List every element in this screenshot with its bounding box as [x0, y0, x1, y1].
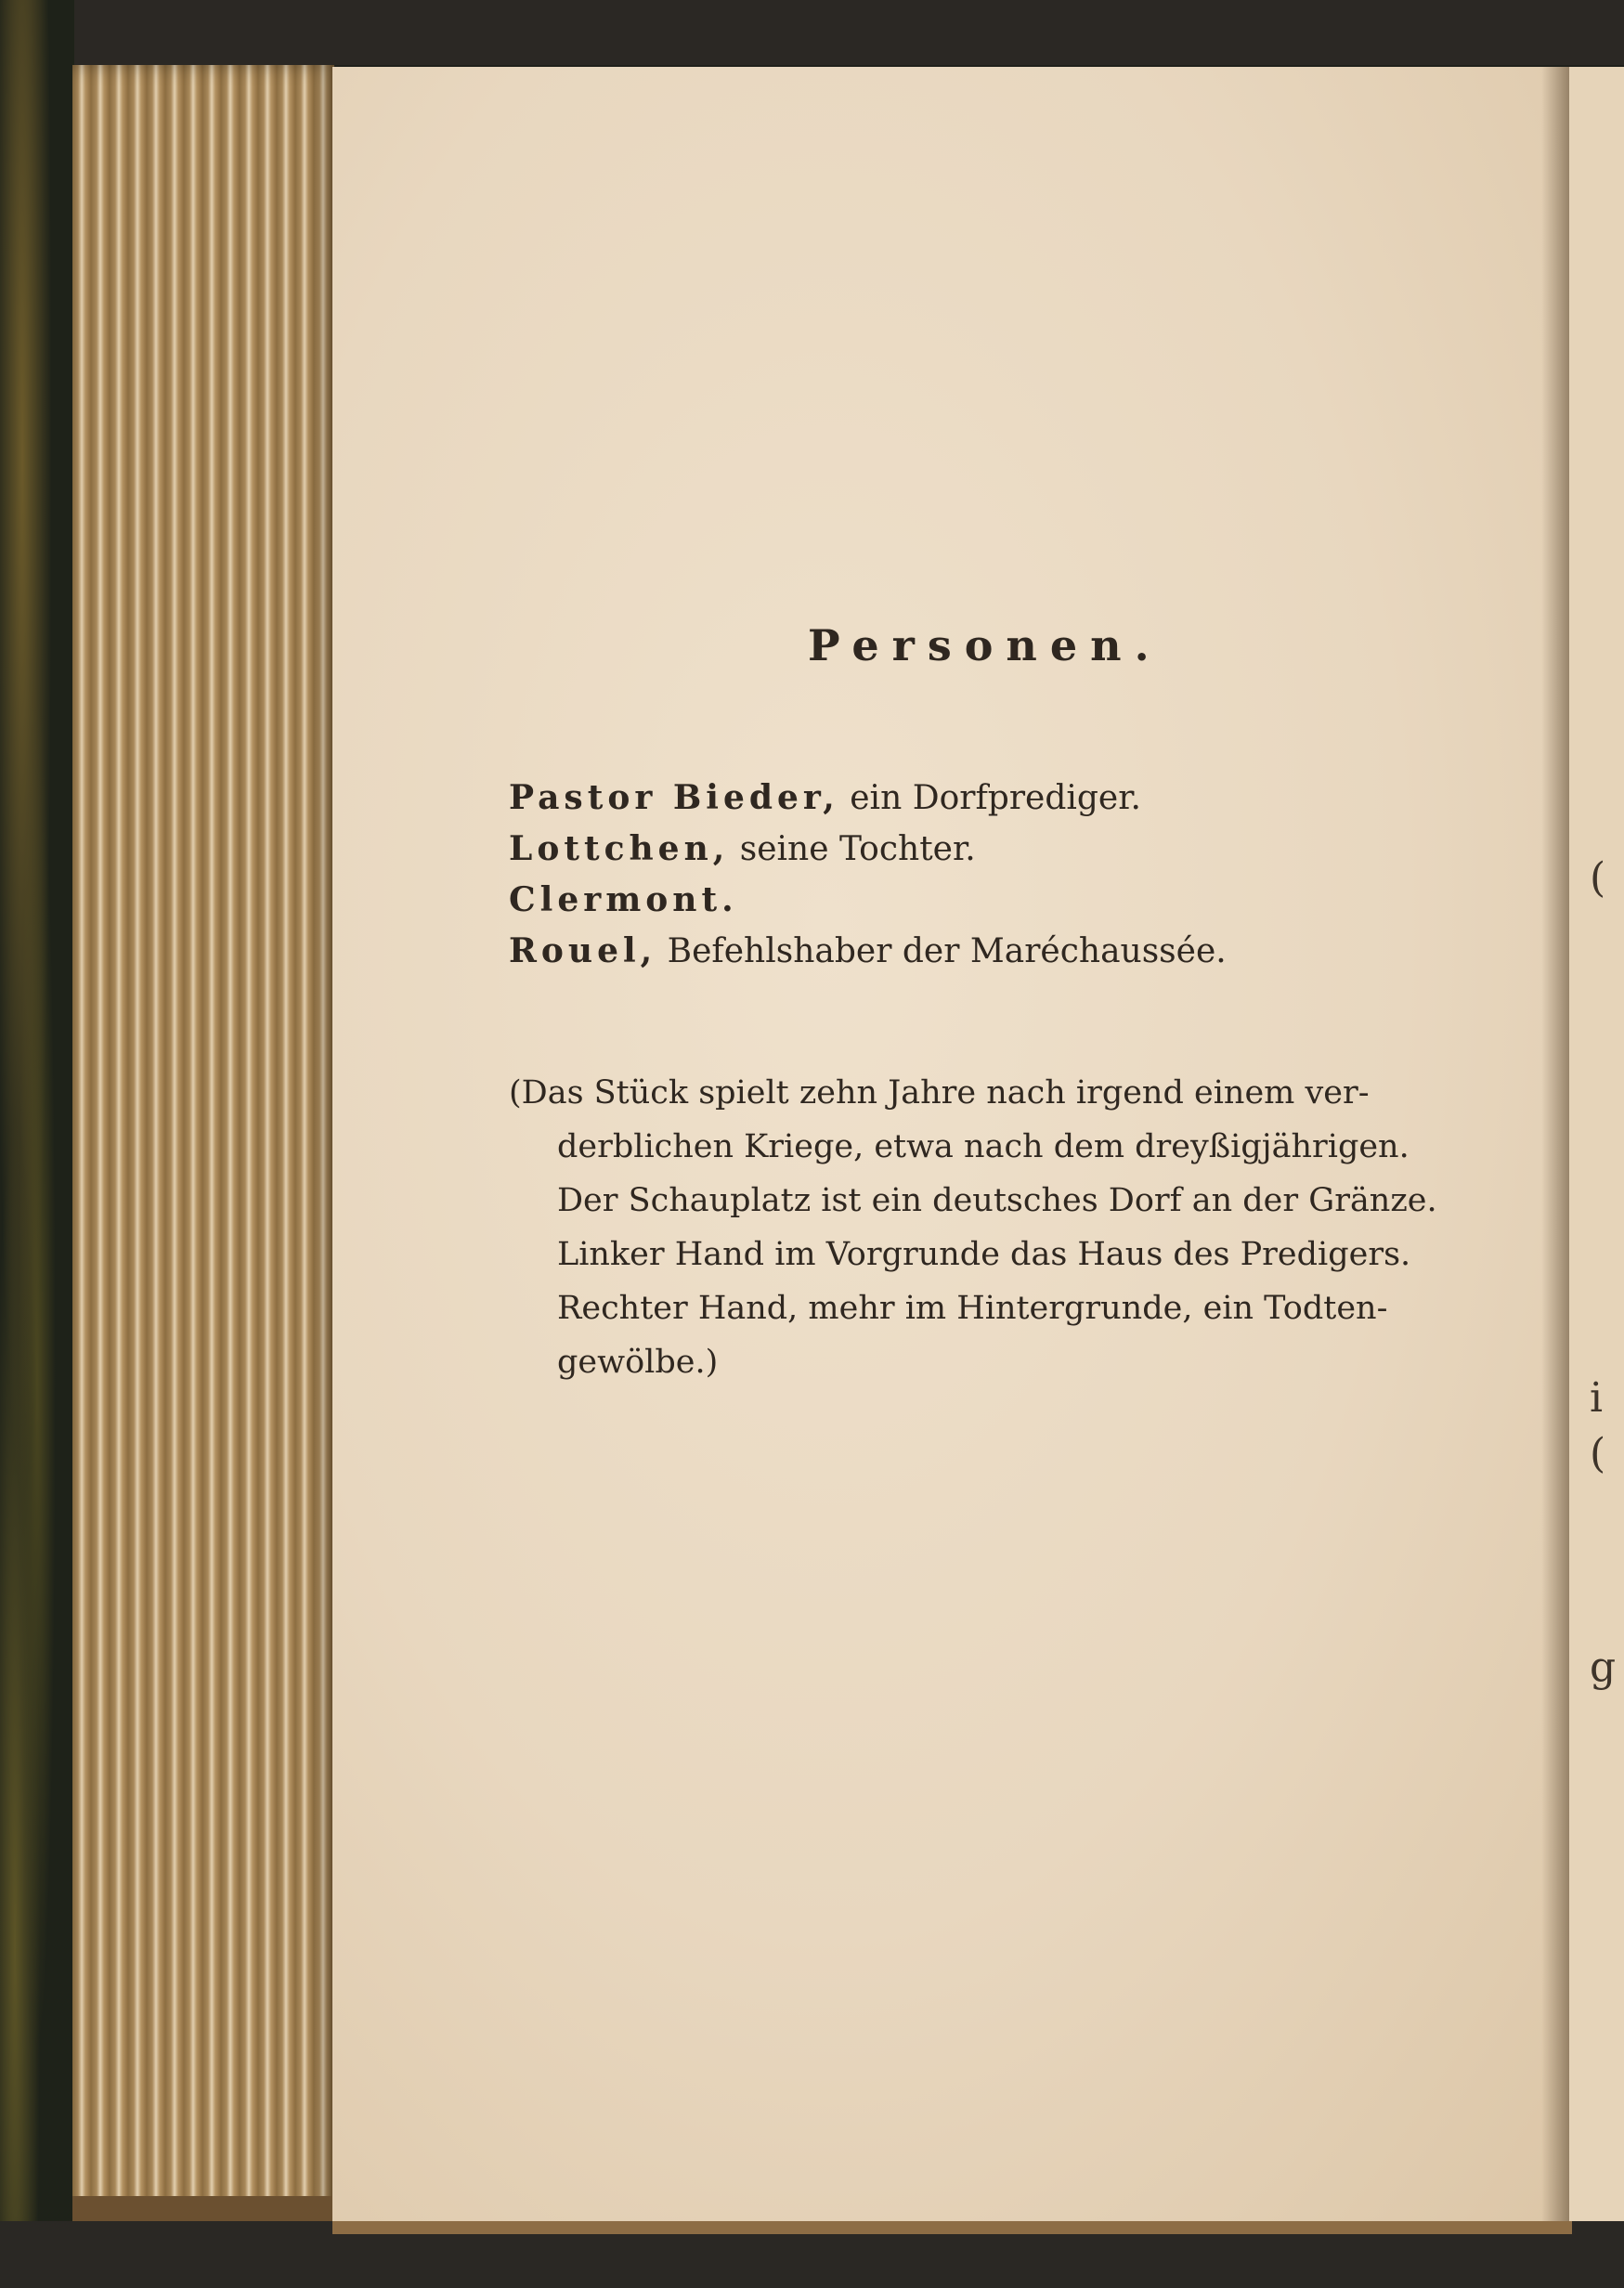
stage-direction-line: Der Schauplatz ist ein deutsches Dorf an der Gränze. — [557, 1182, 1437, 1219]
bottom-edge — [0, 2221, 1624, 2288]
gutter-shadow — [1541, 67, 1569, 2221]
stage-direction-line: Rechter Hand, mehr im Hintergrunde, ein Todten- — [557, 1290, 1388, 1327]
cast-name: Clermont. — [509, 880, 738, 919]
cast-name: Lottchen, — [509, 829, 730, 868]
cast-name: Rouel, — [509, 931, 657, 970]
stage-direction — [509, 1066, 1475, 1389]
cast-description: seine Tochter. — [729, 830, 976, 868]
cast-item — [509, 926, 1345, 977]
marbled-cover — [0, 0, 74, 2288]
facing-page-edge — [1569, 67, 1624, 2221]
stage-direction-line: gewölbe.) — [557, 1344, 719, 1381]
page-title: Personen. — [808, 620, 1163, 670]
stage-direction-line: derblichen Kriege, etwa nach dem dreyßigjährigen. — [557, 1128, 1410, 1165]
page-edges — [72, 65, 334, 2224]
cast-item — [509, 773, 1345, 824]
cover-top-edge — [0, 0, 1624, 65]
facing-page-fragment: i — [1590, 1374, 1604, 1422]
stage-direction-line: Linker Hand im Vorgrunde das Haus des Predigers. — [557, 1236, 1411, 1273]
cast-item — [509, 875, 1345, 926]
facing-page-fragment: g — [1590, 1644, 1617, 1691]
facing-page-fragment: ( — [1590, 1430, 1606, 1477]
cast-description: ein Dorfprediger. — [838, 779, 1141, 817]
cast-name: Pastor Bieder, — [509, 778, 839, 817]
stage-direction-line: (Das Stück spielt zehn Jahre nach irgend einem ver- — [509, 1074, 1370, 1112]
cast-description: Befehlshaber der Maréchaussée. — [656, 932, 1227, 970]
cast-item — [509, 824, 1345, 875]
cast-list — [509, 773, 1345, 977]
facing-page-fragment: ( — [1590, 854, 1606, 902]
